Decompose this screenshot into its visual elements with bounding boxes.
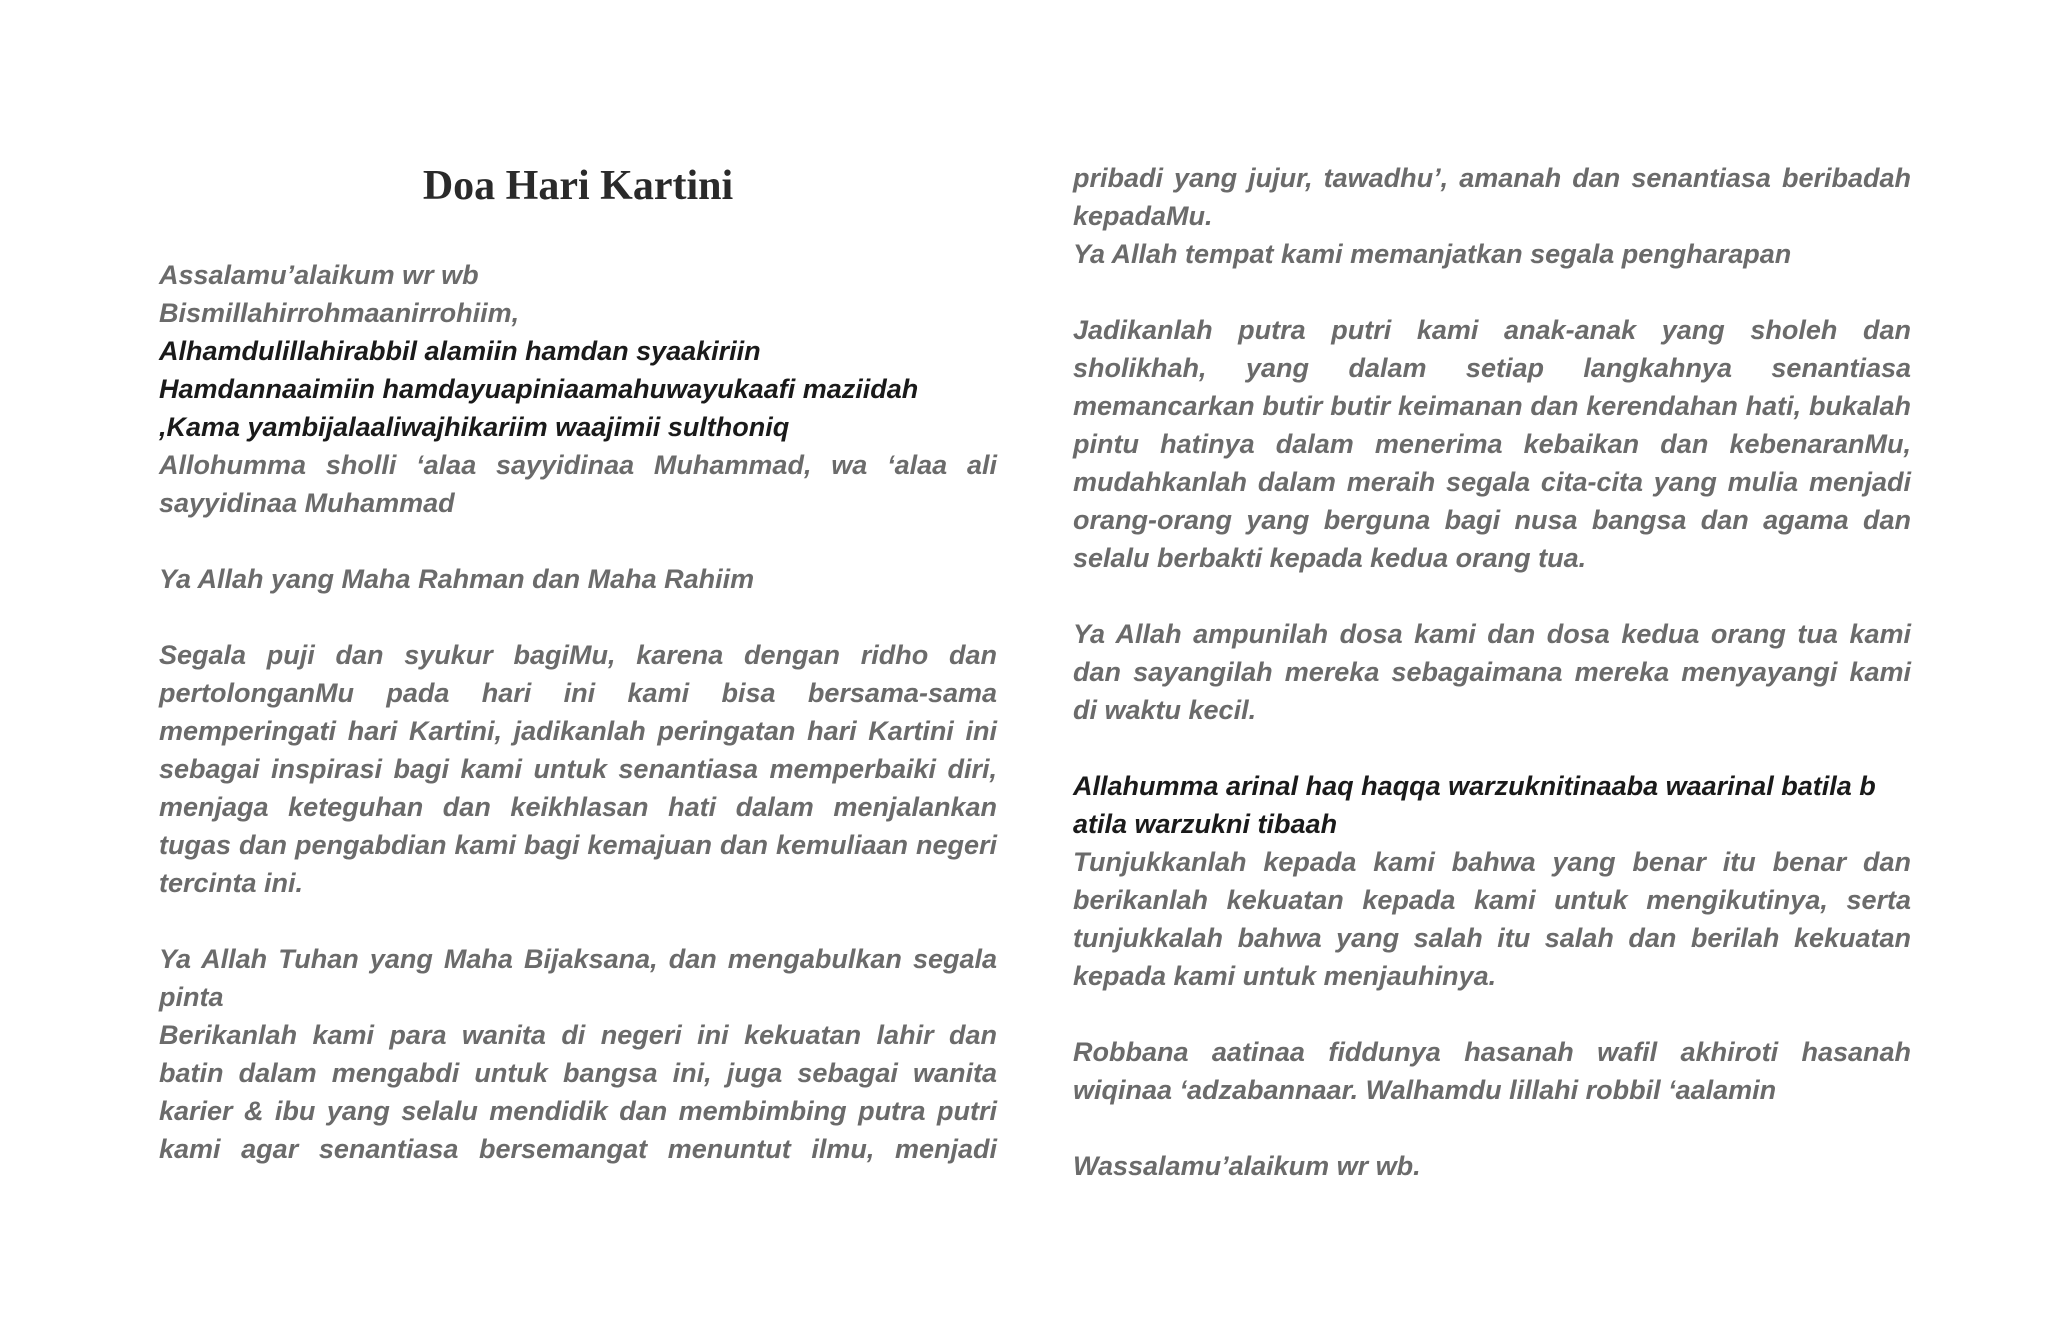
- body-paragraph: Tunjukkanlah kepada kami bahwa yang benar itu benar dan berikanlah kekuatan kepada kami untuk mengikutinya, serta tunjukkalah bahwa yang salah itu salah dan berilah kekuatan kepada kami untuk menjauhinya.: [1073, 847, 1911, 991]
- paragraph-gap: [1073, 577, 1911, 615]
- closing-prayer-paragraph: Robbana aatinaa fiddunya hasanah wafil akhiroti hasanah wiqinaa ‘adzabannaar. Walhamdu lillahi robbil ‘aalamin: [1073, 1037, 1911, 1105]
- continuation-paragraph: pribadi yang jujur, tawadhu’, amanah dan senantiasa beribadah kepadaMu.: [1073, 163, 1911, 231]
- right-column: [1073, 159, 1911, 1185]
- invocation-line: Ya Allah yang Maha Rahman dan Maha Rahiim: [159, 564, 755, 594]
- basmalah-line: Bismillahirrohmaanirrohiim,: [159, 298, 520, 328]
- document-title: Doa Hari Kartini: [422, 163, 734, 209]
- arabic-line: Hamdannaaimiin hamdayuapiniaamahuwayukaafi maziidah: [159, 374, 919, 404]
- body-paragraph: Jadikanlah putra putri kami anak-anak yang sholeh dan sholikhah, yang dalam setiap langkahnya senantiasa memancarkan butir butir keimanan dan kerendahan hati, bukalah pintu hatinya dalam menerima kebaikan dan kebenaranMu, mudahkanlah dalam meraih segala cita-cita yang mulia menjadi orang-orang yang berguna bagi nusa bangsa dan agama dan selalu berbakti kepada kedua orang tua.: [1073, 315, 1911, 573]
- body-paragraph: Segala puji dan syukur bagiMu, karena dengan ridho dan pertolonganMu pada hari ini kami bisa bersama-sama memperingati hari Kartini, jadikanlah peringatan hari Kartini ini sebagai inspirasi bagi kami untuk senantiasa memperbaiki diri, menjaga keteguhan dan keikhlasan hati dalam menjalankan tugas dan pengabdian kami bagi kemajuan dan kemuliaan negeri tercinta ini.: [159, 640, 997, 898]
- shalawat-paragraph: Allohumma sholli ‘alaa sayyidinaa Muhammad, wa ‘alaa ali sayyidinaa Muhammad: [159, 450, 997, 518]
- paragraph-gap: [159, 522, 997, 560]
- invocation-line: Ya Allah tempat kami memanjatkan segala pengharapan: [1073, 239, 1792, 269]
- left-column: [159, 256, 997, 1168]
- paragraph-gap: [1073, 273, 1911, 311]
- body-paragraph: Ya Allah ampunilah dosa kami dan dosa kedua orang tua kami dan sayangilah mereka sebagaimana mereka menyayangi kami di waktu kecil.: [1073, 619, 1911, 725]
- paragraph-gap: [1073, 729, 1911, 767]
- body-paragraph: Berikanlah kami para wanita di negeri ini kekuatan lahir dan batin dalam mengabdi untuk bangsa ini, juga sebagai wanita karier & ibu yang selalu mendidik dan membimbing putra putri kami agar senantiasa bersemangat menuntut ilmu, menjadi: [159, 1020, 997, 1164]
- paragraph-gap: [1073, 1109, 1911, 1147]
- closing-line: Wassalamu’alaikum wr wb.: [1073, 1151, 1421, 1181]
- paragraph-gap: [1073, 995, 1911, 1033]
- arabic-prayer-paragraph: Allahumma arinal haq haqqa warzuknitinaaba waarinal batila b atila warzukni tibaah: [1073, 771, 1876, 839]
- paragraph-gap: [159, 598, 997, 636]
- arabic-line: ,Kama yambijalaaliwajhikariim waajimii sulthoniq: [159, 412, 790, 442]
- invocation-paragraph: Ya Allah Tuhan yang Maha Bijaksana, dan mengabulkan segala pinta: [159, 944, 997, 1012]
- paragraph-gap: [159, 902, 997, 940]
- greeting-line: Assalamu’alaikum wr wb: [159, 260, 479, 290]
- arabic-line: Alhamdulillahirabbil alamiin hamdan syaakiriin: [159, 336, 761, 366]
